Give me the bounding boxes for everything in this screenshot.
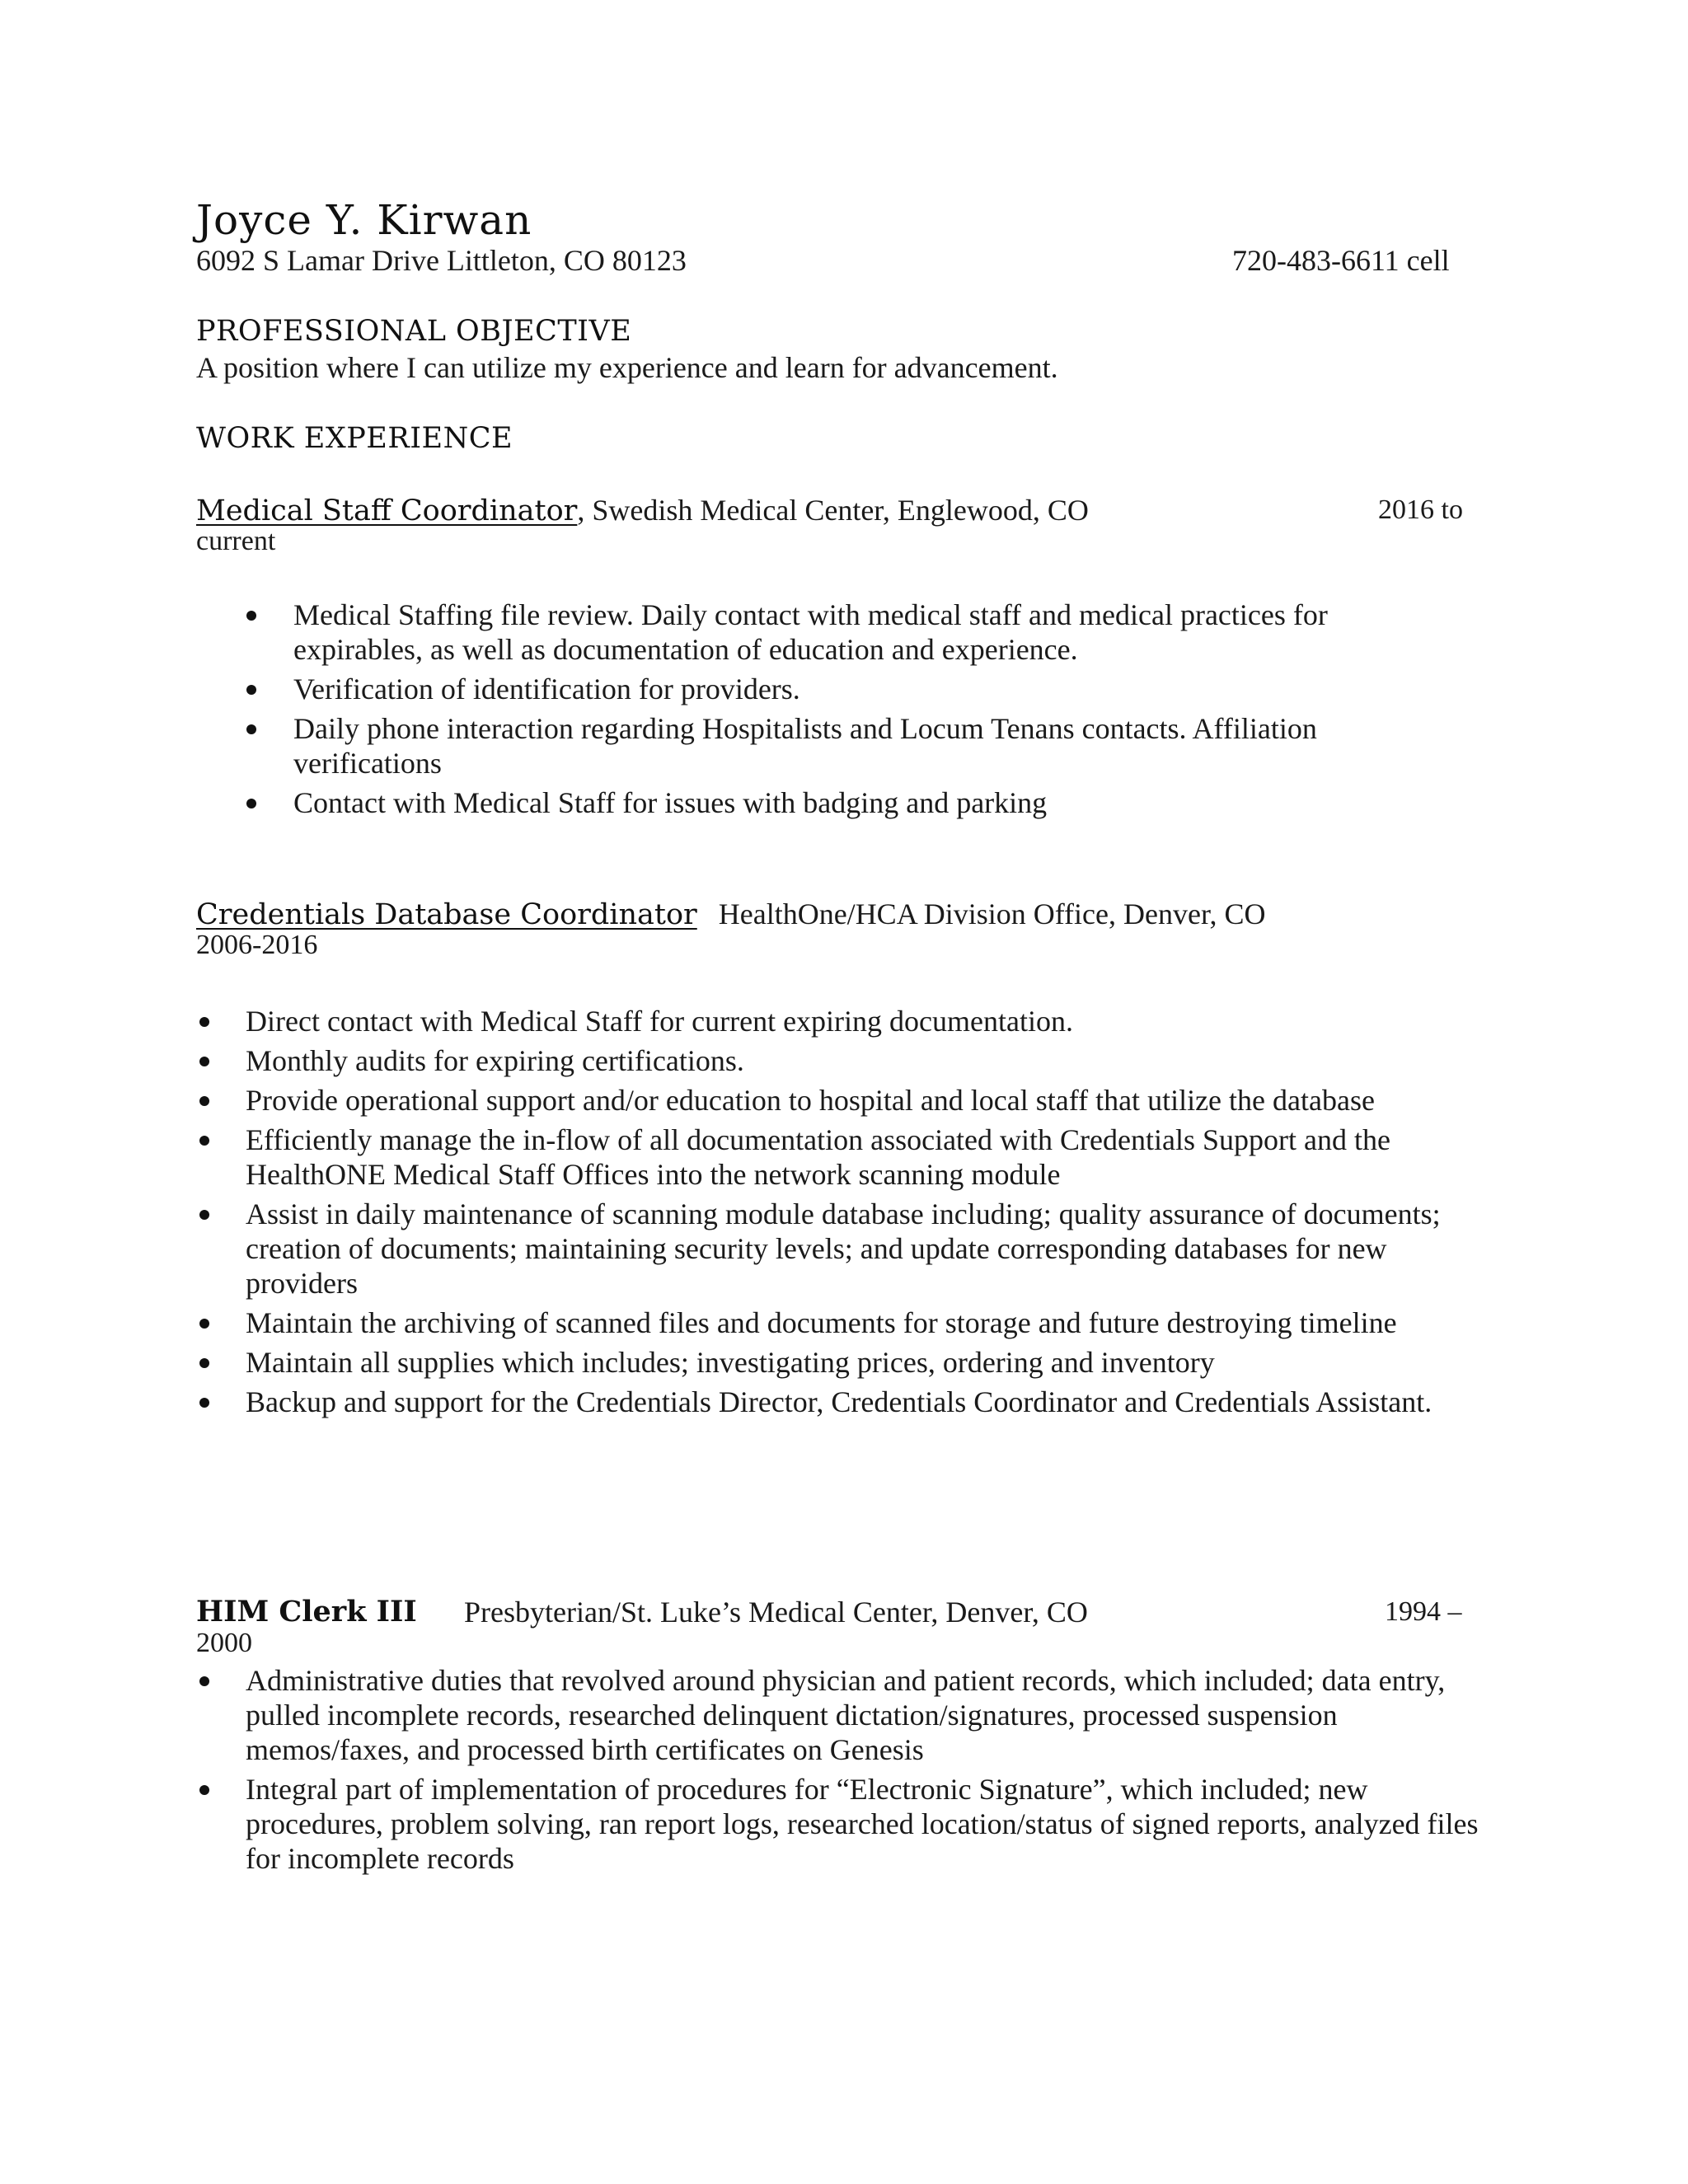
job-dates-start: 1994 – <box>1385 1596 1462 1627</box>
job-bullet-list <box>293 598 1447 820</box>
list-item: Integral part of implementation of procedures for “Electronic Signature”, which included; new procedures, problem solving, ran report logs, researched location/status of signed reports, analyzed files for incomplete records <box>246 1772 1482 1876</box>
job-employer: Presbyterian/St. Luke’s Medical Center, Denver, CO <box>464 1596 1088 1629</box>
job-employer: HealthOne/HCA Division Office, Denver, CO <box>718 898 1266 930</box>
job-bullet-list <box>246 1663 1482 1876</box>
list-item: Efficiently manage the in-flow of all documentation associated with Credentials Support and the HealthONE Medical Staff Offices into the network scanning module <box>246 1122 1457 1192</box>
bullet-icon <box>199 1319 209 1329</box>
list-item: Contact with Medical Staff for issues with badging and parking <box>293 785 1447 820</box>
work-experience-heading: WORK EXPERIENCE <box>196 422 513 455</box>
bullet-icon <box>246 685 256 695</box>
job-header-him-clerk <box>196 1595 417 1629</box>
bullet-icon <box>246 724 256 734</box>
bullet-icon <box>199 1017 209 1027</box>
list-item: Daily phone interaction regarding Hospitalists and Locum Tenans contacts. Affiliation verifications <box>293 711 1447 780</box>
list-item: Monthly audits for expiring certifications. <box>246 1043 1457 1078</box>
job-dates-start: 2016 to <box>1378 494 1463 525</box>
list-item: Direct contact with Medical Staff for current expiring documentation. <box>246 1004 1457 1038</box>
job-header-credentials-database-coordinator <box>196 897 1266 931</box>
list-item: Assist in daily maintenance of scanning module database including; quality assurance of documents; creation of documents; maintaining security levels; and update corresponding databases for new providers <box>246 1197 1457 1301</box>
list-item: Maintain all supplies which includes; investigating prices, ordering and inventory <box>246 1345 1457 1380</box>
bullet-icon <box>199 1785 209 1795</box>
bullet-icon <box>199 1136 209 1146</box>
bullet-icon <box>246 611 256 621</box>
bullet-icon <box>199 1676 209 1686</box>
job-bullet-list <box>246 1004 1457 1419</box>
bullet-icon <box>199 1398 209 1408</box>
candidate-phone: 720-483-6611 cell <box>1232 244 1450 277</box>
list-item: Administrative duties that revolved around physician and patient records, which included; data entry, pulled incomplete records, researched delinquent dictation/signatures, processed suspension memos/faxes, and processed birth certificates on Genesis <box>246 1663 1482 1767</box>
job-title: Credentials Database Coordinator <box>196 898 697 931</box>
job-dates: 2006-2016 <box>196 930 318 960</box>
candidate-address: 6092 S Lamar Drive Littleton, CO 80123 <box>196 244 687 277</box>
bullet-icon <box>199 1210 209 1220</box>
list-item: Maintain the archiving of scanned files and documents for storage and future destroying timeline <box>246 1305 1457 1340</box>
job-employer: , Swedish Medical Center, Englewood, CO <box>577 494 1089 527</box>
job-header-medical-staff-coordinator <box>196 493 1089 527</box>
list-item: Verification of identification for providers. <box>293 672 1447 706</box>
list-item: Medical Staffing file review. Daily contact with medical staff and medical practices for expirables, as well as documentation of education and experience. <box>293 598 1447 667</box>
job-title: HIM Clerk III <box>196 1595 417 1629</box>
candidate-name: Joyce Y. Kirwan <box>196 196 532 244</box>
list-item: Provide operational support and/or education to hospital and local staff that utilize the database <box>246 1083 1457 1118</box>
objective-text: A position where I can utilize my experience and learn for advancement. <box>196 351 1058 384</box>
job-title: Medical Staff Coordinator <box>196 494 578 527</box>
objective-heading: PROFESSIONAL OBJECTIVE <box>196 315 632 348</box>
bullet-icon <box>199 1096 209 1106</box>
bullet-icon <box>246 799 256 808</box>
job-dates-end: 2000 <box>196 1628 252 1658</box>
list-item: Backup and support for the Credentials Director, Credentials Coordinator and Credentials Assistant. <box>246 1385 1457 1419</box>
bullet-icon <box>199 1057 209 1066</box>
bullet-icon <box>199 1358 209 1368</box>
job-dates-end: current <box>196 526 276 556</box>
